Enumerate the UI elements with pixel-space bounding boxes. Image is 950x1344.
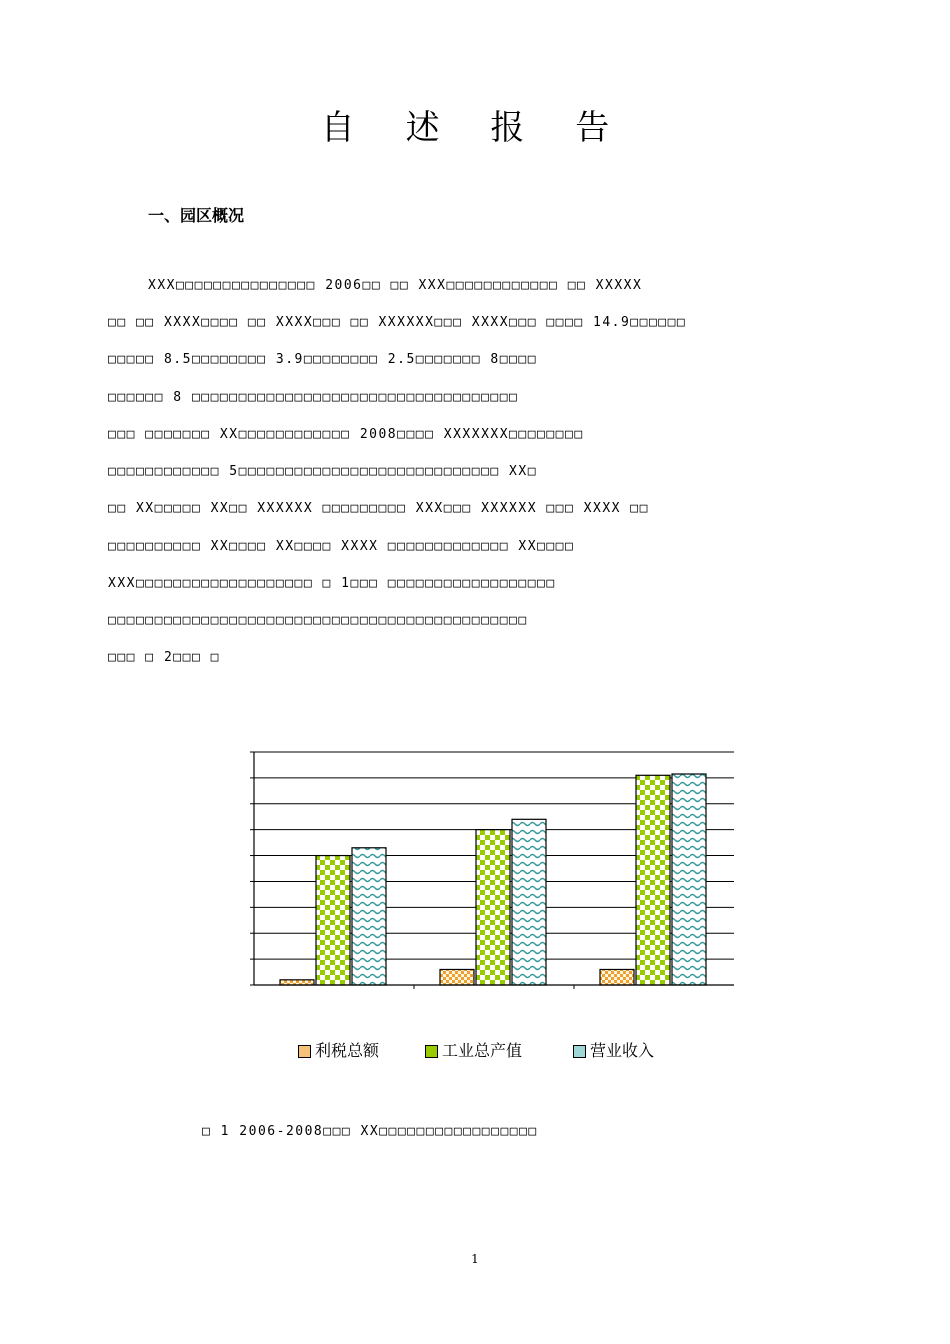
legend-swatch-teal [573,1045,586,1058]
legend-item [573,1038,654,1061]
section-heading: 一、园区概况 [148,206,245,225]
bar [636,775,670,985]
paragraph-line: □□□□□□□□□□ XX□□□□ XX□□□□ XXXX □□□□□□□□□□□□□ XX□□□□ [108,539,575,554]
figure-caption: □ 1 2006-2008□□□ XX□□□□□□□□□□□□□□□□□ [202,1124,538,1139]
chart-legend [0,1038,950,1062]
legend-item [425,1038,522,1061]
bar [672,774,706,985]
bar [440,969,474,985]
paragraph-line: □□ XX□□□□□ XX□□ XXXXXX □□□□□□□□□ XXX□□□ XXXXXX □□□ XXXX □□ [108,501,649,516]
bar-chart [230,740,750,1000]
legend-swatch-orange [298,1045,311,1058]
bar [512,819,546,985]
bar [316,856,350,985]
paragraph-line: □□□□□□□□□□□□□□□□□□□□□□□□□□□□□□□□□□□□□□□□□□□□□ [108,613,528,628]
paragraph-line: □□□□□□□□□□□□ 5□□□□□□□□□□□□□□□□□□□□□□□□□□□□ XX□ [108,464,538,479]
paragraph-line: XXX□□□□□□□□□□□□□□□□□□□ □ 1□□□ □□□□□□□□□□□□□□□□□□ [108,576,556,591]
bar [280,980,314,985]
legend-label: 营业收入 [590,1041,655,1060]
legend-label: 工业总产值 [442,1041,523,1060]
bar [600,969,634,985]
legend-item [298,1038,379,1061]
paragraph-line: XXX□□□□□□□□□□□□□□□ 2006□□ □□ XXX□□□□□□□□□□□□ □□ XXXXX [148,278,643,293]
paragraph-line: □□□□□□ 8 □□□□□□□□□□□□□□□□□□□□□□□□□□□□□□□□□□□ [108,390,519,405]
bar [476,830,510,985]
legend-swatch-green [425,1045,438,1058]
paragraph-line: □□□ □□□□□□□ XX□□□□□□□□□□□□ 2008□□□□ XXXXXXX□□□□□□□□ [108,427,584,442]
paragraph-line: □□ □□ XXXX□□□□ □□ XXXX□□□ □□ XXXXXX□□□ XXXX□□□ □□□□ 14.9□□□□□□ [108,315,687,330]
bar [352,848,386,985]
paragraph-line: □□□ □ 2□□□ □ [108,650,220,665]
bars [280,774,706,985]
legend-label: 利税总额 [315,1041,380,1060]
paragraph-line: □□□□□ 8.5□□□□□□□□ 3.9□□□□□□□□ 2.5□□□□□□□ 8□□□□ [108,352,538,367]
page-title: 自 述 报 告 [320,108,630,148]
page-number: 1 [471,1252,479,1266]
